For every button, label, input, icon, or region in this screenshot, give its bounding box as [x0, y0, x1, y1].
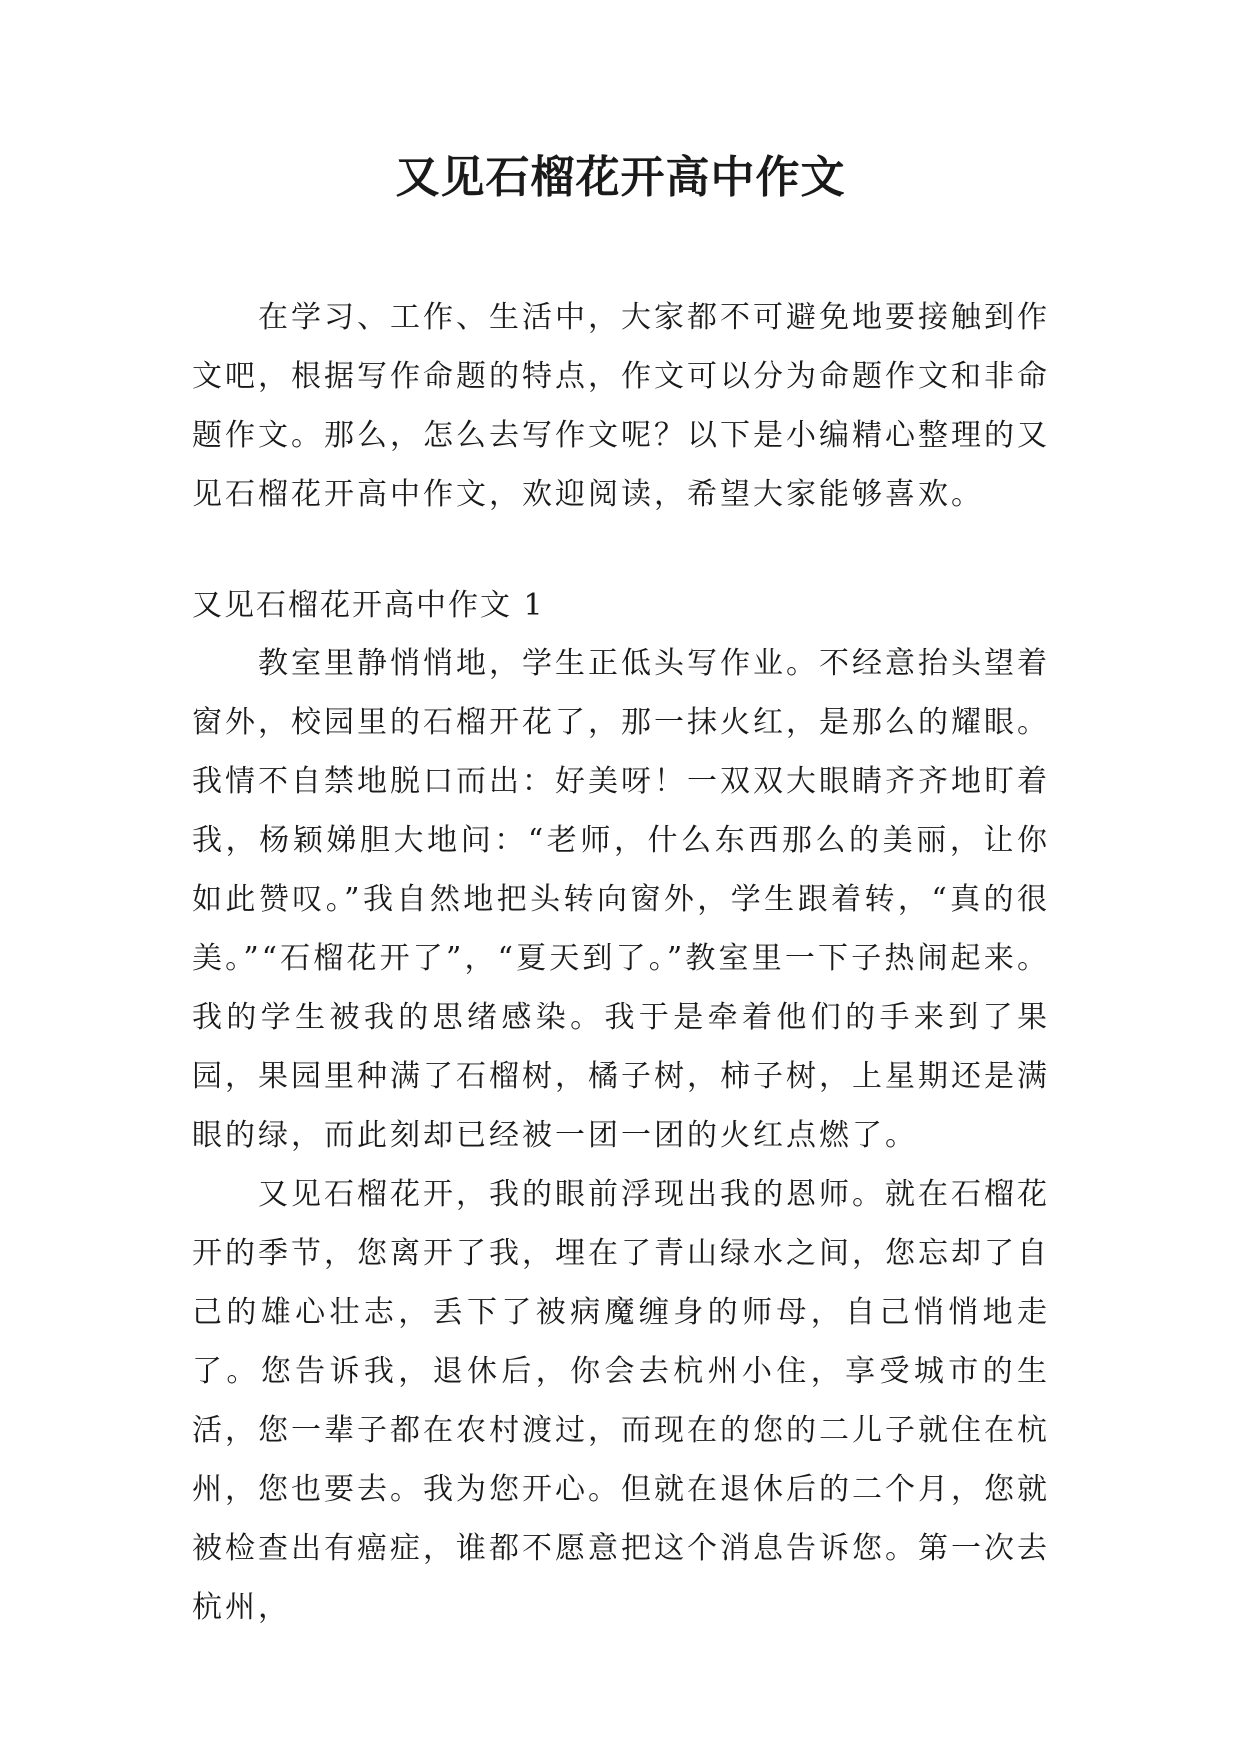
- essay-body: [192, 634, 1050, 1637]
- essay-paragraph: 又见石榴花开，我的眼前浮现出我的恩师。就在石榴花开的季节，您离开了我，埋在了青山绿水之间，您忘却了自己的雄心壮志，丢下了被病魔缠身的师母，自己悄悄地走了。您告诉我，退休后，你会去杭州小住，享受城市的生活，您一辈子都在农村渡过，而现在的您的二儿子就住在杭州，您也要去。我为您开心。但就在退休后的二个月，您就被检查出有癌症，谁都不愿意把这个消息告诉您。第一次去杭州，: [192, 1177, 1050, 1625]
- section-heading: 又见石榴花开高中作文 1: [192, 588, 545, 623]
- essay-paragraph: 教室里静悄悄地，学生正低头写作业。不经意抬头望着窗外，校园里的石榴开花了，那一抹火红，是那么的耀眼。我情不自禁地脱口而出：好美呀！一双双大眼睛齐齐地盯着我，杨颖娣胆大地问：“老师，什么东西那么的美丽，让你如此赞叹。”我自然地把头转向窗外，学生跟着转，“真的很美。”“石榴花开了”，“夏天到了。”教室里一下子热闹起来。我的学生被我的思绪感染。我于是牵着他们的手来到了果园，果园里种满了石榴树，橘子树，柿子树，上星期还是满眼的绿，而此刻却已经被一团一团的火红点燃了。: [192, 646, 1050, 1153]
- document-title: 又见石榴花开高中作文: [395, 152, 846, 203]
- intro-section: [192, 288, 1050, 524]
- intro-paragraph: 在学习、工作、生活中，大家都不可避免地要接触到作文吧，根据写作命题的特点，作文可以分为命题作文和非命题作文。那么，怎么去写作文呢？以下是小编精心整理的又见石榴花开高中作文，欢迎阅读，希望大家能够喜欢。: [192, 300, 1050, 512]
